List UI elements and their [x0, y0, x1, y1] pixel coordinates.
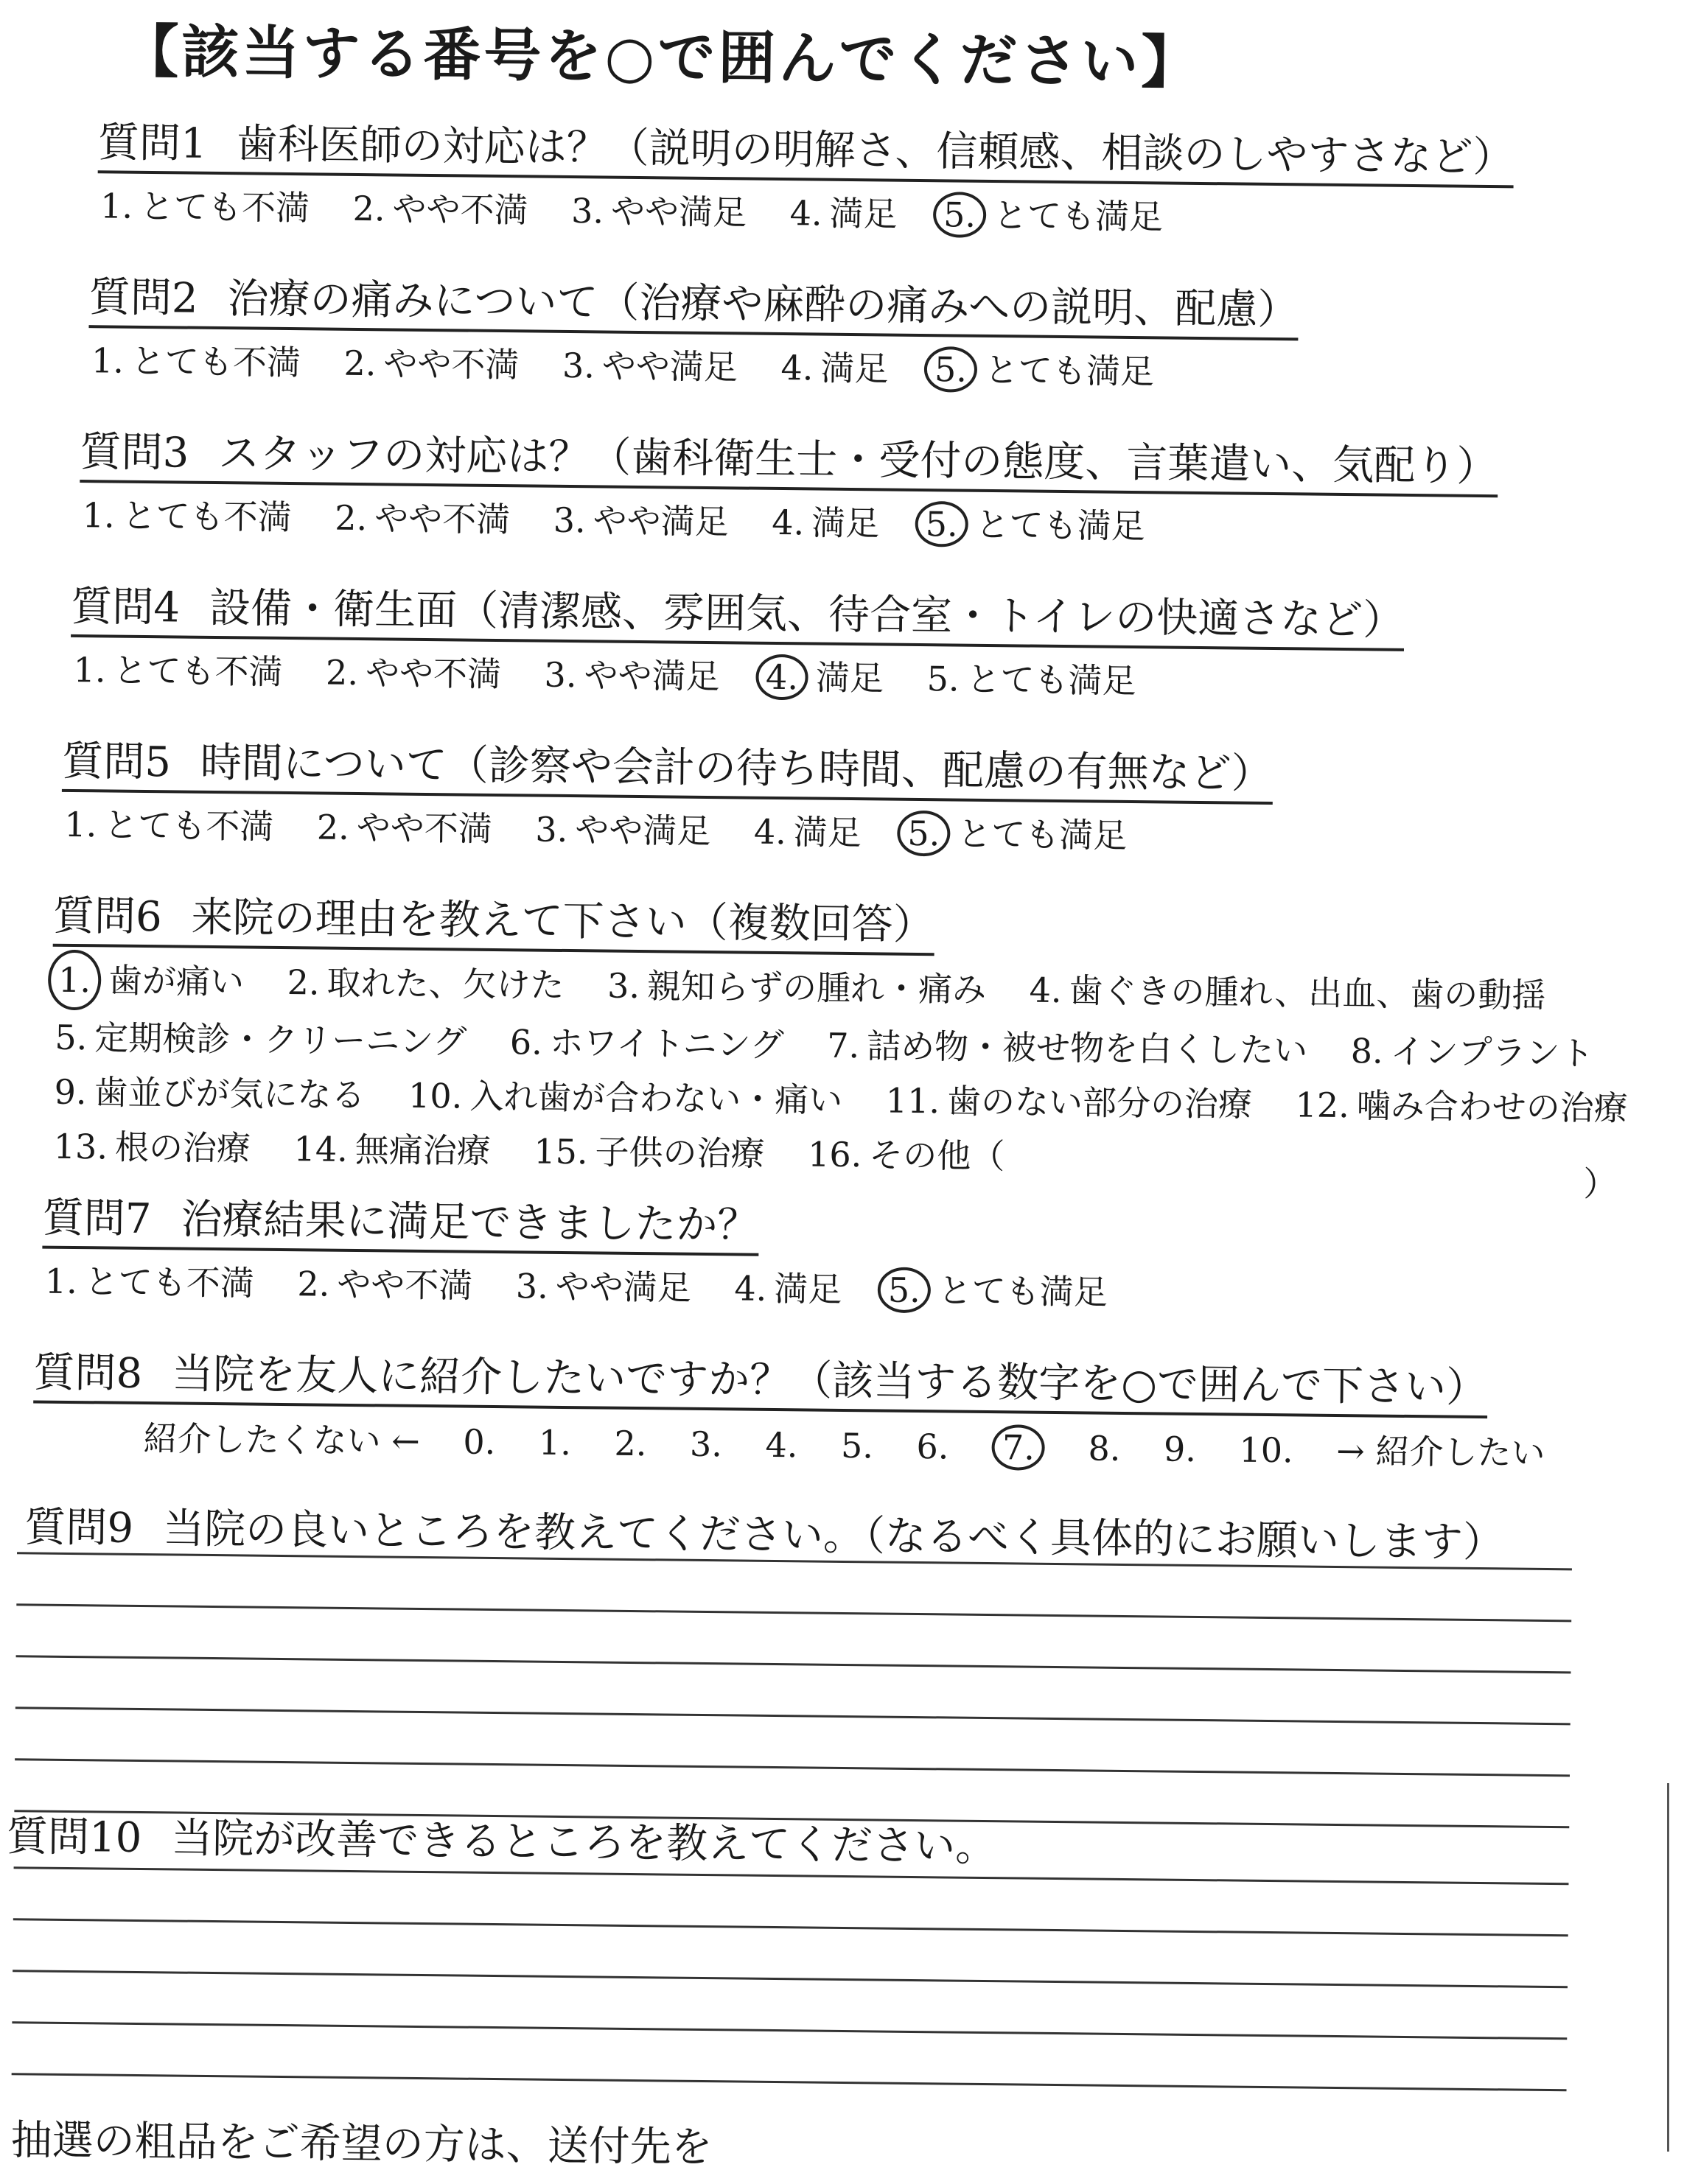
option-2[interactable]: 2. やや不満: [335, 497, 511, 540]
answer-line[interactable]: [13, 1970, 1568, 1988]
scale-right-label: → 紹介したい: [1336, 1430, 1545, 1473]
question-number: 質問7: [42, 1194, 152, 1244]
scale-3[interactable]: 3.: [689, 1424, 723, 1465]
question-1: [97, 110, 1698, 245]
option-list: [97, 179, 1698, 245]
option-6[interactable]: 6. ホワイトニング: [509, 1022, 784, 1065]
option-1-selected[interactable]: 1. 歯が痛い: [55, 950, 245, 1012]
option-5-selected[interactable]: 5. とても満足: [904, 807, 1128, 858]
option-5-selected[interactable]: 5. とても満足: [932, 343, 1155, 394]
option-9[interactable]: 9. 歯並びが気になる: [54, 1071, 366, 1116]
question-text: 治療結果に満足できましたか？: [181, 1195, 759, 1250]
scale-6[interactable]: 6.: [916, 1427, 949, 1467]
scale-10[interactable]: 10.: [1239, 1429, 1293, 1471]
option-1[interactable]: 1. とても不満: [73, 649, 283, 692]
answer-line[interactable]: [12, 2073, 1567, 2091]
option-5[interactable]: 5. とても満足: [926, 659, 1136, 701]
option-list: [79, 489, 1698, 555]
option-4[interactable]: 4. 満足: [780, 348, 889, 389]
option-5-selected[interactable]: 5. とても満足: [922, 497, 1145, 549]
option-1[interactable]: 1. とても不満: [91, 340, 301, 383]
option-1[interactable]: 1. とても不満: [64, 804, 274, 847]
option-4[interactable]: 4. 満足: [772, 502, 880, 544]
question-4: [70, 574, 1693, 710]
footer-note: 抽選の粗品をご希望の方は、送付先を: [10, 2116, 713, 2172]
scale-0[interactable]: 0.: [463, 1421, 496, 1463]
recommend-scale: [32, 1410, 1655, 1477]
question-text: 時間について（診察や会計の待ち時間、配慮の有無など）: [200, 738, 1274, 799]
option-4[interactable]: 4. 満足: [789, 193, 898, 234]
option-3[interactable]: 3. やや満足: [562, 345, 738, 388]
option-5[interactable]: 5. 定期検診・クリーニング: [55, 1017, 467, 1062]
option-3[interactable]: 3. やや満足: [544, 654, 720, 697]
question-5: [61, 729, 1684, 864]
other-closing-paren: ）: [1583, 1163, 1618, 1204]
question-text: 来院の理由を教えて下さい（複数回答）: [191, 893, 935, 950]
question-text: 当院が改善できるところを教えてください。: [170, 1814, 997, 1872]
scale-2[interactable]: 2.: [614, 1423, 647, 1464]
option-list: [50, 950, 1674, 1191]
question-number: 質問9: [24, 1503, 134, 1553]
option-4-selected[interactable]: 4. 満足: [763, 651, 884, 701]
question-2: [88, 265, 1698, 400]
option-11[interactable]: 11. 歯のない部分の治療: [885, 1080, 1253, 1124]
question-number: 質問5: [61, 737, 172, 787]
option-2[interactable]: 2. やや不満: [352, 188, 528, 231]
question-number: 質問8: [33, 1348, 143, 1399]
question-8: [32, 1340, 1655, 1477]
scale-9[interactable]: 9.: [1163, 1429, 1197, 1469]
question-text: スタッフの対応は？（歯科衛生士・受付の態度、言葉遣い、気配り）: [217, 430, 1498, 491]
answer-line[interactable]: [15, 1707, 1571, 1725]
option-3[interactable]: 3. やや満足: [535, 809, 711, 852]
question-number: 質問2: [88, 273, 198, 323]
question-number: 質問4: [71, 582, 181, 632]
question-text: 当院の良いところを教えてください。（なるべく具体的にお願いします）: [162, 1505, 1505, 1567]
question-number: 質問6: [52, 892, 163, 942]
option-3[interactable]: 3. やや満足: [515, 1266, 692, 1308]
option-8[interactable]: 8. インプラント: [1350, 1031, 1594, 1074]
answer-line[interactable]: [15, 1758, 1570, 1777]
option-2[interactable]: 2. やや不満: [343, 343, 520, 385]
option-5-selected[interactable]: 5. とても満足: [940, 188, 1164, 239]
question-6: [50, 883, 1674, 1191]
option-4[interactable]: 4. 満足: [734, 1268, 842, 1309]
question-3: [79, 419, 1698, 555]
question-text: 治療の痛みについて（治療や麻酔の痛みへの説明、配慮）: [227, 275, 1299, 335]
option-15[interactable]: 15. 子供の治療: [534, 1131, 765, 1174]
option-10[interactable]: 10. 入れ歯が合わない・痛い: [408, 1075, 843, 1120]
option-16-other[interactable]: 16. その他（: [807, 1134, 1005, 1177]
option-12[interactable]: 12. 噛み合わせの治療: [1295, 1085, 1629, 1129]
scale-8[interactable]: 8.: [1088, 1428, 1121, 1469]
option-3[interactable]: 3. 親知らずの腫れ・痛み: [607, 965, 987, 1009]
answer-line[interactable]: [12, 2021, 1567, 2040]
option-2[interactable]: 2. やや不満: [325, 652, 502, 695]
option-2[interactable]: 2. やや不満: [297, 1264, 473, 1306]
option-2[interactable]: 2. やや不満: [316, 807, 493, 849]
option-1[interactable]: 1. とても不満: [44, 1261, 255, 1303]
question-7: [42, 1186, 1665, 1321]
page-title: 【該当する番号を○で囲んでください】: [120, 18, 1202, 97]
answer-line[interactable]: [16, 1603, 1571, 1622]
option-14[interactable]: 14. 無痛治療: [293, 1129, 492, 1171]
option-list: [88, 334, 1698, 400]
question-text: 設備・衛生面（清潔感、雰囲気、待合室・トイレの快適さなど）: [209, 584, 1405, 645]
scale-4[interactable]: 4.: [765, 1424, 798, 1466]
option-3[interactable]: 3. やや満足: [570, 191, 747, 233]
paper-edge: [1667, 1783, 1669, 2152]
scale-5[interactable]: 5.: [840, 1425, 874, 1466]
option-list: [42, 1255, 1664, 1321]
question-number: 質問10: [6, 1813, 142, 1863]
option-list: [70, 643, 1692, 710]
scale-7-selected[interactable]: 7.: [992, 1424, 1046, 1471]
option-1[interactable]: 1. とても不満: [82, 495, 292, 538]
answer-line[interactable]: [16, 1655, 1571, 1673]
question-number: 質問3: [80, 428, 189, 477]
scale-1[interactable]: 1.: [538, 1422, 572, 1463]
option-3[interactable]: 3. やや満足: [553, 500, 729, 542]
option-list: [61, 798, 1683, 864]
option-4[interactable]: 4. 満足: [753, 811, 862, 853]
option-13[interactable]: 13. 根の治療: [53, 1126, 251, 1169]
option-1[interactable]: 1. とても不満: [99, 186, 310, 228]
question-number: 質問1: [97, 119, 208, 168]
option-4[interactable]: 4. 歯ぐきの腫れ、出血、歯の動揺: [1029, 970, 1546, 1015]
answer-line[interactable]: [13, 1918, 1568, 1936]
question-text: 当院を友人に紹介したいですか？（該当する数字を○で囲んで下さい）: [171, 1350, 1488, 1413]
option-7[interactable]: 7. 詰め物・被せ物を白くしたい: [827, 1025, 1308, 1071]
option-5-selected[interactable]: 5. とても満足: [885, 1264, 1108, 1315]
question-text: 歯科医師の対応は？（説明の明解さ、信頼感、相談のしやすさなど）: [236, 120, 1514, 182]
option-2[interactable]: 2. 取れた、欠けた: [287, 962, 565, 1005]
scale-left-label: 紹介したくない ←: [143, 1418, 421, 1461]
